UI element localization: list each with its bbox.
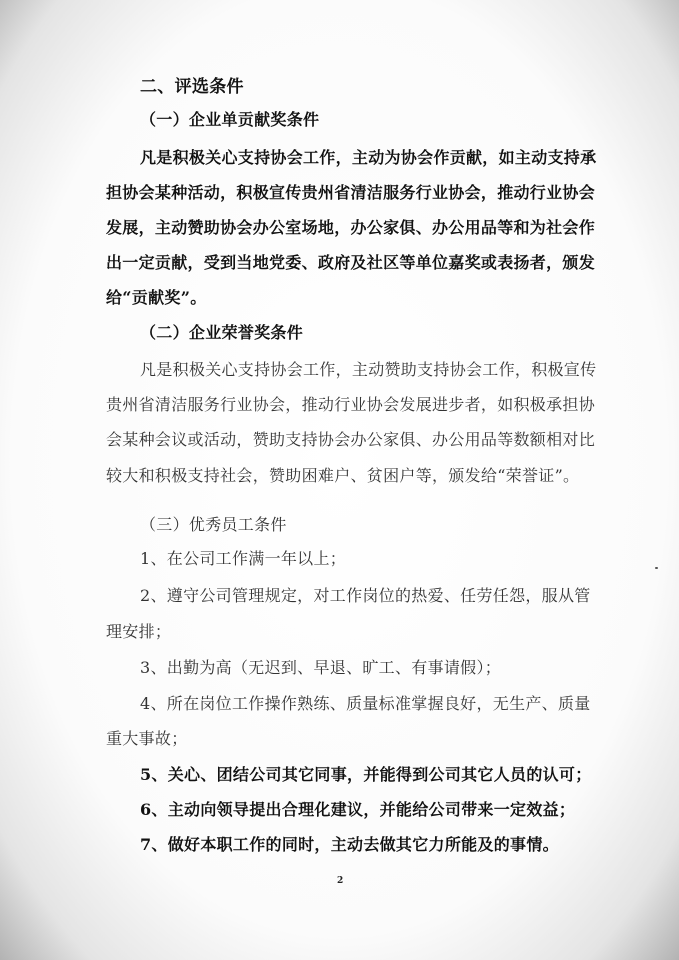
paragraph-line: 凡是积极关心支持协会工作，主动为协会作贡献，如主动支持承 <box>140 148 597 167</box>
paragraph-line: 担协会某种活动，积极宣传贵州省清洁服务行业协会，推动行业协会 <box>106 183 596 202</box>
list-item: 5、关心、团结公司其它同事，并能得到公司其它人员的认可； <box>140 765 592 784</box>
paragraph-line: 出一定贡献，受到当地党委、政府及社区等单位嘉奖或表扬者，颁发 <box>106 253 596 272</box>
scan-speck <box>655 567 658 569</box>
list-item: 7、做好本职工作的同时，主动去做其它力所能及的事情。 <box>140 835 559 854</box>
list-item: 6、主动向领导提出合理化建议，并能给公司带来一定效益； <box>140 800 576 819</box>
subsection-title-3: （三）优秀员工条件 <box>140 515 287 534</box>
paragraph-line: 贵州省清洁服务行业协会，推动行业协会发展进步者，如积极承担协 <box>106 395 596 414</box>
list-item: 2、遵守公司管理规定，对工作岗位的热爱、任劳任怨，服从管 <box>140 586 591 605</box>
paragraph-line: 凡是积极关心支持协会工作，主动赞助支持协会工作，积极宣传 <box>140 360 597 379</box>
paragraph-line: 给“贡献奖”。 <box>106 288 207 307</box>
list-item-continuation: 重大事故； <box>106 729 188 748</box>
subsection-title-1: （一）企业单贡献奖条件 <box>140 110 320 129</box>
list-item: 4、所在岗位工作操作熟练、质量标准掌握良好，无生产、质量 <box>140 694 591 713</box>
paragraph-line: 会某种会议或活动，赞助支持协会办公家俱、办公用品等数额相对比 <box>106 430 596 449</box>
list-item: 1、在公司工作满一年以上； <box>140 549 347 568</box>
section-heading: 二、评选条件 <box>140 77 244 97</box>
list-item: 3、出勤为高（无迟到、早退、旷工、有事请假）； <box>140 658 502 677</box>
paragraph-line: 较大和积极支持社会，赞助困难户、贫困户等，颁发给“荣誉证”。 <box>106 466 580 485</box>
subsection-title-2: （二）企业荣誉奖条件 <box>140 323 304 342</box>
page-number: 2 <box>337 876 344 886</box>
paragraph-line: 发展，主动赞助协会办公室场地，办公家俱、办公用品等和为社会作 <box>106 218 596 237</box>
list-item-continuation: 理安排； <box>106 622 172 641</box>
